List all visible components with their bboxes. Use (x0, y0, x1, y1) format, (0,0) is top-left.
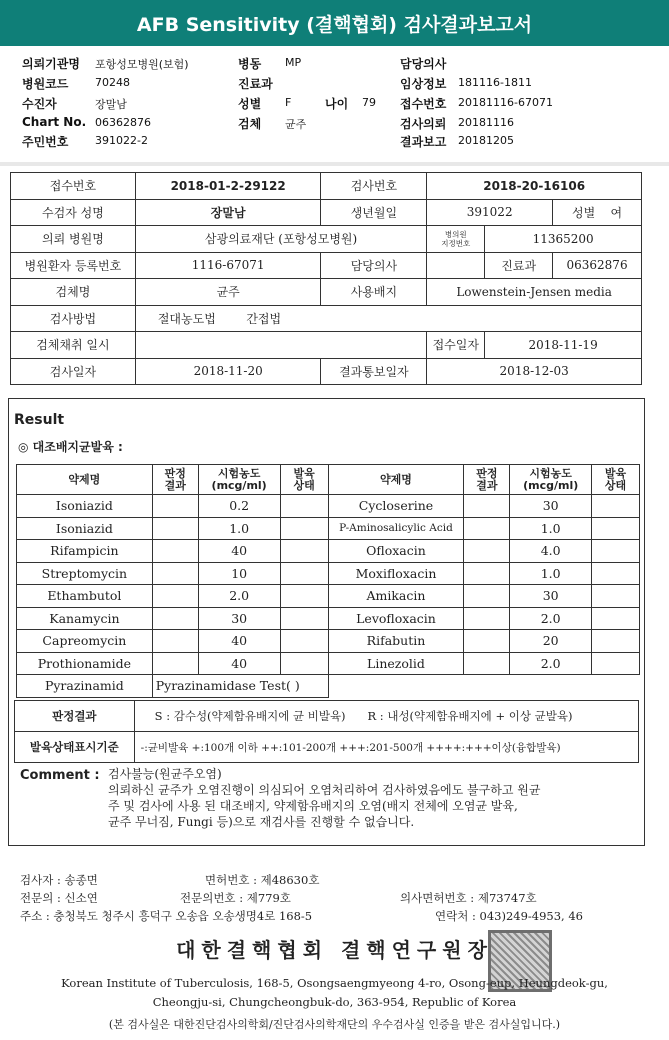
drug-conc: 30 (510, 495, 592, 518)
judge-cell (152, 495, 198, 518)
request-value: 20181116 (458, 116, 514, 129)
name-label: 수검자 성명 (11, 199, 136, 226)
growth-cell (592, 495, 640, 518)
collect-label: 검체채취 일시 (11, 332, 136, 359)
judge-cell (152, 585, 198, 608)
empty-cell (328, 675, 639, 698)
judge-s: S : 감수성(약제함유배지에 균 비발육) (154, 709, 346, 723)
growth-cell (280, 517, 328, 540)
growth-cell (592, 652, 640, 675)
hcode-label: 병원코드 (22, 77, 69, 91)
drug-name: Prothionamide (17, 652, 153, 675)
sex-label: 성별 (572, 205, 596, 220)
table-row (17, 607, 640, 630)
method (135, 305, 641, 332)
judge-cell (464, 607, 510, 630)
drug-conc: 1.0 (198, 517, 280, 540)
ward-value: MP (285, 56, 302, 69)
hospital-label: 의뢰기관명 (22, 57, 80, 71)
designated-label (427, 226, 485, 253)
growth-cell (280, 540, 328, 563)
institute-en-1: Korean Institute of Tuberculosis, 168-5, Osongsaengmyeong 4-ro, Osong-eup, Heungdeok-gu, (61, 976, 608, 990)
patient-value: 장말남 (95, 98, 127, 111)
receipt-no-label: 접수번호 (11, 173, 136, 200)
chart-value: 06362876 (95, 116, 151, 129)
drug-table (16, 464, 640, 698)
drug-name: Moxifloxacin (328, 562, 464, 585)
judge-cell (464, 562, 510, 585)
table-row (17, 562, 640, 585)
test-date: 2018-11-20 (135, 358, 321, 385)
judge-cell (152, 652, 198, 675)
judge-text (134, 701, 638, 732)
clinical-value: 181116-1811 (458, 76, 532, 89)
test-no: 2018-20-16106 (427, 173, 642, 200)
request-label: 검사의뢰 (400, 117, 447, 131)
receive-label: 접수일자 (427, 332, 485, 359)
method-2: 간접법 (246, 311, 282, 326)
reg-label: 병원환자 등록번호 (11, 252, 136, 279)
table-row (17, 585, 640, 608)
dept-label: 진료과 (238, 77, 273, 91)
medium-label: 사용배지 (321, 279, 427, 306)
specimen-label: 검체 (238, 117, 262, 131)
drug-name: Rifabutin (328, 630, 464, 653)
method-1: 절대농도법 (157, 311, 216, 326)
drug-conc: 40 (198, 540, 280, 563)
address: 주소 : 충청북도 청주시 흥덕구 오송읍 오송생명4로 168-5 (20, 909, 313, 923)
judge-cell (464, 540, 510, 563)
h-conc-right: 시험농도 (mcg/ml) (510, 465, 592, 495)
patient-info-table (10, 172, 642, 385)
drug-conc: 10 (198, 562, 280, 585)
hospital-value: 포항성모병원(보험) (95, 58, 189, 71)
specimen: 균주 (135, 279, 321, 306)
drug-name: Streptomycin (17, 562, 153, 585)
growth-cell (592, 585, 640, 608)
drug-name: Isoniazid (17, 517, 153, 540)
patient-name: 장말남 (135, 199, 321, 226)
h-growth-left: 발육 상태 (280, 465, 328, 495)
drug-conc: 1.0 (510, 517, 592, 540)
drug-conc: 2.0 (510, 652, 592, 675)
comment-label: Comment : (20, 768, 100, 783)
age-label: 나이 (325, 97, 349, 111)
table-row (17, 540, 640, 563)
judge-cell (464, 630, 510, 653)
institute-name-kr: 대한결핵협회 결핵연구원장 (176, 938, 493, 962)
hospital: 삼광의료재단 (포항성모병원) (135, 226, 426, 253)
growth-cell (280, 652, 328, 675)
doctor-no: 의사면허번호 : 제73747호 (400, 891, 537, 905)
scanned-report (0, 166, 669, 1040)
drug-conc: 30 (198, 607, 280, 630)
drug-conc: 20 (510, 630, 592, 653)
dept-label: 진료과 (485, 252, 553, 279)
drug-name: Isoniazid (17, 495, 153, 518)
drug-conc: 2.0 (198, 585, 280, 608)
growth-cell (592, 607, 640, 630)
growth-label: 발육상태표시기준 (15, 732, 135, 763)
test-no-label: 검사번호 (321, 173, 427, 200)
judge-cell (152, 562, 198, 585)
result-title: Result (14, 412, 65, 428)
sex: 여 (610, 205, 623, 220)
notify-label: 결과통보일자 (321, 358, 427, 385)
judge-cell (464, 585, 510, 608)
drug-conc: 0.2 (198, 495, 280, 518)
notify: 2018-12-03 (427, 358, 642, 385)
sex-value: F (285, 96, 292, 109)
sex-cell (553, 199, 642, 226)
table-row (17, 675, 640, 698)
table-row (17, 652, 640, 675)
doctor-label: 담당의사 (321, 252, 427, 279)
growth-cell (592, 540, 640, 563)
receive: 2018-11-19 (485, 332, 642, 359)
collect (135, 332, 426, 359)
drug-name: Kanamycin (17, 607, 153, 630)
h-judge-right: 판정 결과 (464, 465, 510, 495)
contact: 연락처 : 043)249-4953, 46 (435, 909, 583, 923)
method-label: 검사방법 (11, 305, 136, 332)
drug-conc: 40 (198, 630, 280, 653)
judge-cell (464, 517, 510, 540)
certification-note: (본 검사실은 대한진단검사의학회/진단검사의학재단의 우수검사실 인증을 받은 검사실입니다.) (108, 1018, 561, 1031)
drug-name: Ethambutol (17, 585, 153, 608)
judge-cell (152, 607, 198, 630)
h-growth-right: 발육 상태 (592, 465, 640, 495)
judge-cell (464, 652, 510, 675)
table-row (17, 517, 640, 540)
pza-test: Pyrazinamidase Test( ) (152, 675, 328, 698)
judge-cell (152, 517, 198, 540)
drug-conc: 1.0 (510, 562, 592, 585)
receipt-no: 2018-01-2-29122 (135, 173, 321, 200)
drug-conc: 30 (510, 585, 592, 608)
dob: 391022 (427, 199, 553, 226)
judge-cell (464, 495, 510, 518)
accession-label: 접수번호 (400, 97, 447, 111)
age-value: 79 (362, 96, 376, 109)
h-drug-left: 약제명 (17, 465, 153, 495)
specimen-value: 균주 (285, 118, 307, 131)
growth-cell (592, 630, 640, 653)
institute-en-2: Cheongju-si, Chungcheongbuk-do, 363-954, Republic of Korea (152, 995, 517, 1009)
growth-cell (592, 562, 640, 585)
culture-label: ◎ 대조배지균발육 : (18, 440, 123, 454)
report-date-label: 결과보고 (400, 135, 447, 149)
comment-text: 검사불능(원균주오염) 의뢰하신 균주가 오염진행이 의심되어 오염처리하여 검사하였음에도 불구하고 원균 주 및 검사에 사용 된 대조배지, 약제함유배지의 오염(배지 전체에 오염균 발육, 균주 무너짐, Fungi 등)으로 재검사를 진행할 수 없습니다. (108, 767, 541, 829)
designated-label-2: 지정번호 (441, 238, 471, 248)
growth-text: -:균비발육 +:100개 이하 ++:101-200개 +++:201-500개 ++++:+++이상(융합발육) (134, 732, 638, 763)
h-conc-left: 시험농도 (mcg/ml) (198, 465, 280, 495)
designated-no: 11365200 (485, 226, 642, 253)
drug-conc: 40 (198, 652, 280, 675)
judge-cell (152, 540, 198, 563)
drug-name: Rifampicin (17, 540, 153, 563)
growth-cell (592, 517, 640, 540)
drug-name: Levofloxacin (328, 607, 464, 630)
dob-label: 생년월일 (321, 199, 427, 226)
h-judge-left: 판정 결과 (152, 465, 198, 495)
reg-no: 1116-67071 (135, 252, 321, 279)
dept: 06362876 (553, 252, 642, 279)
designated-label-1: 병의원 (444, 229, 467, 239)
drug-name: Capreomycin (17, 630, 153, 653)
report-header (0, 46, 669, 160)
drug-conc: 4.0 (510, 540, 592, 563)
drug-name: Amikacin (328, 585, 464, 608)
judge-cell (152, 630, 198, 653)
tester: 검사자 : 송종면 (20, 873, 98, 887)
drug-name: Linezolid (328, 652, 464, 675)
h-drug-right: 약제명 (328, 465, 464, 495)
judge-r: R : 내성(약제함유배지에 + 이상 균발육) (367, 709, 573, 723)
drug-name: P-Aminosalicylic Acid (328, 517, 464, 540)
growth-cell (280, 585, 328, 608)
table-row (17, 630, 640, 653)
rrn-label: 주민번호 (22, 135, 69, 149)
report-date-value: 20181205 (458, 134, 514, 147)
specialist: 전문의 : 신소연 (20, 891, 98, 905)
sex-label: 성별 (238, 97, 262, 111)
medium: Lowenstein-Jensen media (427, 279, 642, 306)
doctor (427, 252, 485, 279)
chart-label: Chart No. (22, 115, 87, 129)
drug-name: Ofloxacin (328, 540, 464, 563)
rrn-value: 391022-2 (95, 134, 148, 147)
institute-address-en (22, 974, 647, 1012)
growth-cell (280, 607, 328, 630)
legend-table (14, 700, 639, 763)
drug-name: Pyrazinamid (17, 675, 153, 698)
clinical-label: 임상정보 (400, 77, 447, 91)
hcode-value: 70248 (95, 76, 130, 89)
growth-cell (280, 630, 328, 653)
growth-cell (280, 495, 328, 518)
table-row (17, 495, 640, 518)
ward-label: 병동 (238, 57, 262, 71)
hospital-label: 의뢰 병원명 (11, 226, 136, 253)
drug-name: Cycloserine (328, 495, 464, 518)
license: 면허번호 : 제48630호 (205, 873, 320, 887)
drug-conc: 2.0 (510, 607, 592, 630)
growth-cell (280, 562, 328, 585)
judge-label: 판정결과 (15, 701, 135, 732)
patient-label: 수진자 (22, 97, 57, 111)
doctor-label: 담당의사 (400, 57, 447, 71)
specialist-no: 전문의번호 : 제779호 (180, 891, 291, 905)
report-title: AFB Sensitivity (결핵협회) 검사결과보고서 (0, 0, 669, 46)
test-date-label: 검사일자 (11, 358, 136, 385)
accession-value: 20181116-67071 (458, 96, 553, 109)
specimen-label: 검체명 (11, 279, 136, 306)
